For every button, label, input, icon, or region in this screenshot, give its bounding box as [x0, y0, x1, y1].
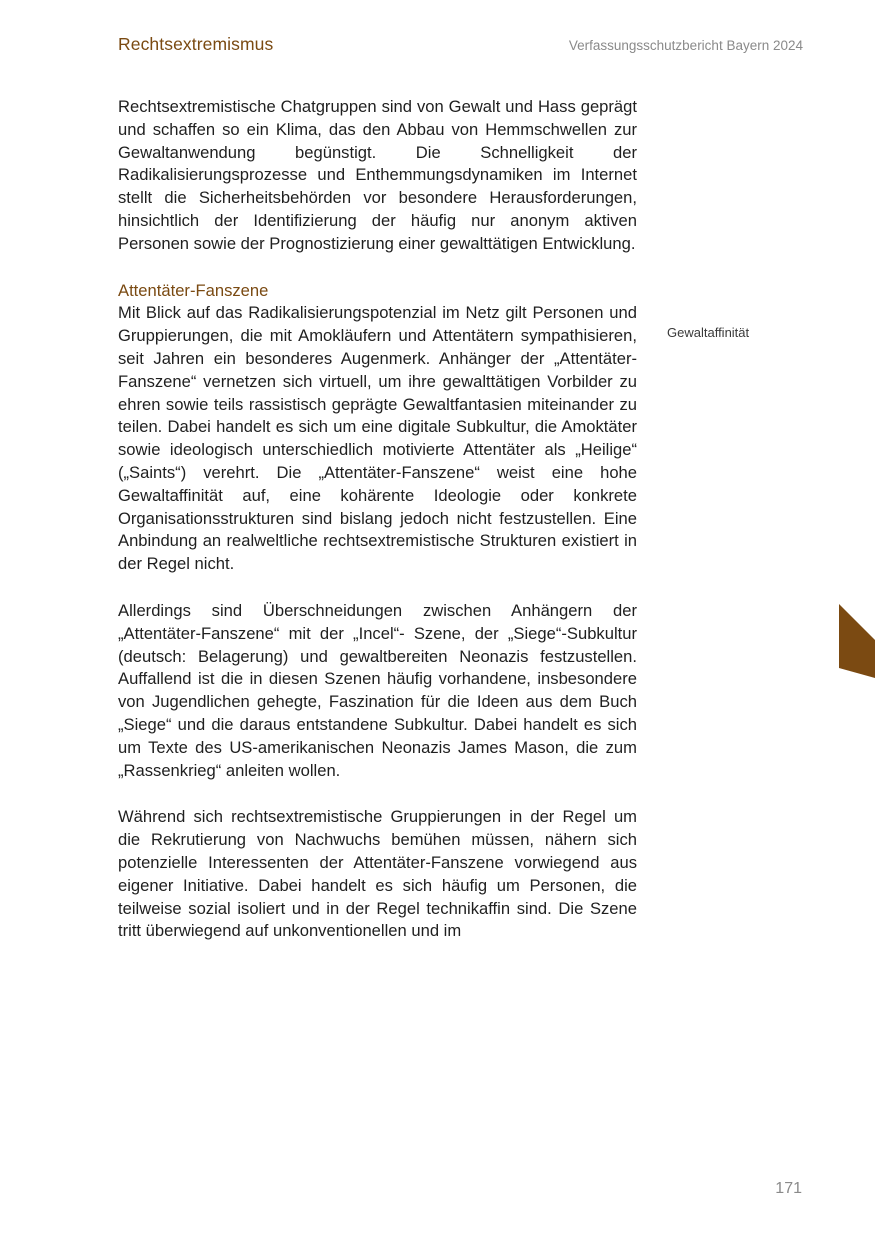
- paragraph-recruitment: Während sich rechtsextremistische Gruppierungen in der Regel um die Rekrutierung von Nachwuchs bemühen müssen, nähern sich potenzielle Interessenten der Attentäter-Fanszene vorwiegend aus eigener Initiative. Dabei handelt es sich häufig um Personen, die teilweise sozial isoliert und in der Regel technikaffin sind. Die Szene tritt überwiegend auf unkonventionellen und im: [118, 807, 637, 941]
- publication-title: Verfassungsschutzbericht Bayern 2024: [568, 38, 803, 53]
- chapter-tab-marker: [839, 604, 875, 678]
- section-title: Rechtsextremismus: [118, 34, 274, 54]
- section-heading: Attentäter-Fanszene: [118, 280, 269, 300]
- paragraph-chatgroups: Rechtsextremistische Chatgruppen sind von Gewalt und Hass geprägt und schaffen so ein Klima, das den Abbau von Hemmschwellen zur Gewaltanwendung begünstigt. Die Schnelligkeit der Radikalisierungsprozesse und Enthemmungsdynamiken im Internet stellt die Sicherheitsbehörden vor besondere Herausforderungen, hinsichtlich der Identifizierung der häufig nur anonym aktiven Personen sowie der Prognostizierung einer gewalttätigen Entwicklung.: [118, 97, 637, 253]
- paragraph-radicalization: Mit Blick auf das Radikalisierungspotenzial im Netz gilt Personen und Gruppierungen, die mit Amokläufern und Attentätern sympathisieren, seit Jahren ein besonderes Augenmerk. Anhänger der „Attentäter-Fanszene“ vernetzen sich virtuell, um ihre gewalttätigen Vorbilder zu ehren sowie teils rassistisch geprägte Gewaltfantasien miteinander zu teilen. Dabei handelt es sich um eine digitale Subkultur, die Amoktäter sowie ideologisch unterschiedlich motivierte Attentäter als „Heilige“ („Saints“) verehrt. Die „Attentäter-Fanszene“ weist eine hohe Gewaltaffinität auf, eine kohärente Ideologie oder konkrete Organisationsstrukturen sind bislang jedoch nicht festzustellen. Eine Anbindung an realweltliche rechtsextremistische Strukturen existiert in der Regel nicht.: [118, 303, 637, 574]
- main-text-column: [118, 96, 637, 967]
- margin-keyword: Gewaltaffinität: [667, 325, 750, 340]
- page-number: 171: [775, 1180, 802, 1197]
- paragraph-overlaps: Allerdings sind Überschneidungen zwischen Anhängern der „Attentäter-Fanszene“ mit der „Incel“- Szene, der „Siege“-Subkultur (deutsch: Belagerung) und gewaltbereiten Neonazis festzustellen. Auffallend ist die in diesen Szenen häufig vorhandene, insbesondere von Jugendlichen gehegte, Faszination für die Ideen aus dem Buch „Siege“ und die daraus entstandene Subkultur. Dabei handelt es sich um Texte des US-amerikanischen Neonazis James Mason, die zum „Rassenkrieg“ anleiten wollen.: [118, 600, 637, 780]
